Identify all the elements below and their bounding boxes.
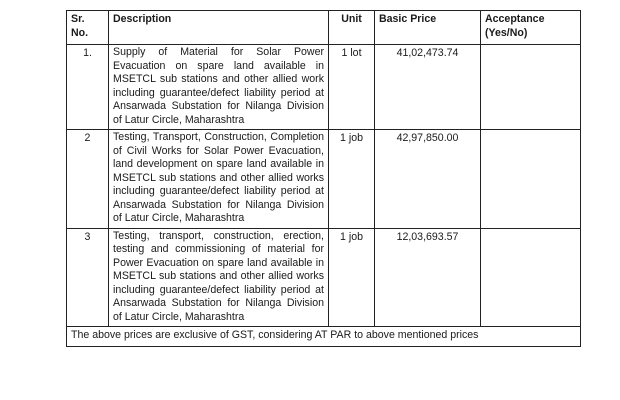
row-basic-price: 41,02,473.74 [375,45,481,130]
table-row [67,228,581,327]
price-schedule [66,10,580,347]
header-basic-price: Basic Price [375,11,481,45]
row-sr-no: 3 [67,228,109,327]
table-row [67,130,581,229]
row-acceptance-cell[interactable] [481,228,581,327]
row-description: Supply of Material for Solar Power Evacuation on spare land available in MSETCL sub stations and other allied work including guarantee/defect liability period at Ansarwada Substation for Nilanga Division of Latur Circle, Maharashtra [109,45,329,130]
header-sr-no: Sr. No. [67,11,109,45]
header-unit: Unit [329,11,375,45]
header-description: Description [109,11,329,45]
row-description: Testing, Transport, Construction, Completion of Civil Works for Solar Power Evacuation, land development on spare land available in MSETCL sub stations and other allied works including guarantee/defect liability period at Ansarwada Substation for Nilanga Division of Latur Circle, Maharashtra [109,130,329,229]
header-acceptance: Acceptance (Yes/No) [481,11,581,45]
row-description: Testing, transport, construction, erection, testing and commissioning of material for Power Evacuation on spare land available in MSETCL sub stations and other allied works including guarantee/defect liability period at Ansarwada Substation for Nilanga Division of Latur Circle, Maharashtra [109,228,329,327]
price-table [66,10,581,347]
row-basic-price: 42,97,850.00 [375,130,481,229]
row-acceptance-cell[interactable] [481,45,581,130]
table-row [67,45,581,130]
row-basic-price: 12,03,693.57 [375,228,481,327]
table-header-row [67,11,581,45]
row-acceptance-cell[interactable] [481,130,581,229]
row-unit: 1 job [329,130,375,229]
footer-note-row [67,327,581,347]
row-sr-no: 2 [67,130,109,229]
row-sr-no: 1. [67,45,109,130]
row-unit: 1 lot [329,45,375,130]
footer-note: The above prices are exclusive of GST, considering AT PAR to above mentioned prices [67,327,581,347]
row-unit: 1 job [329,228,375,327]
